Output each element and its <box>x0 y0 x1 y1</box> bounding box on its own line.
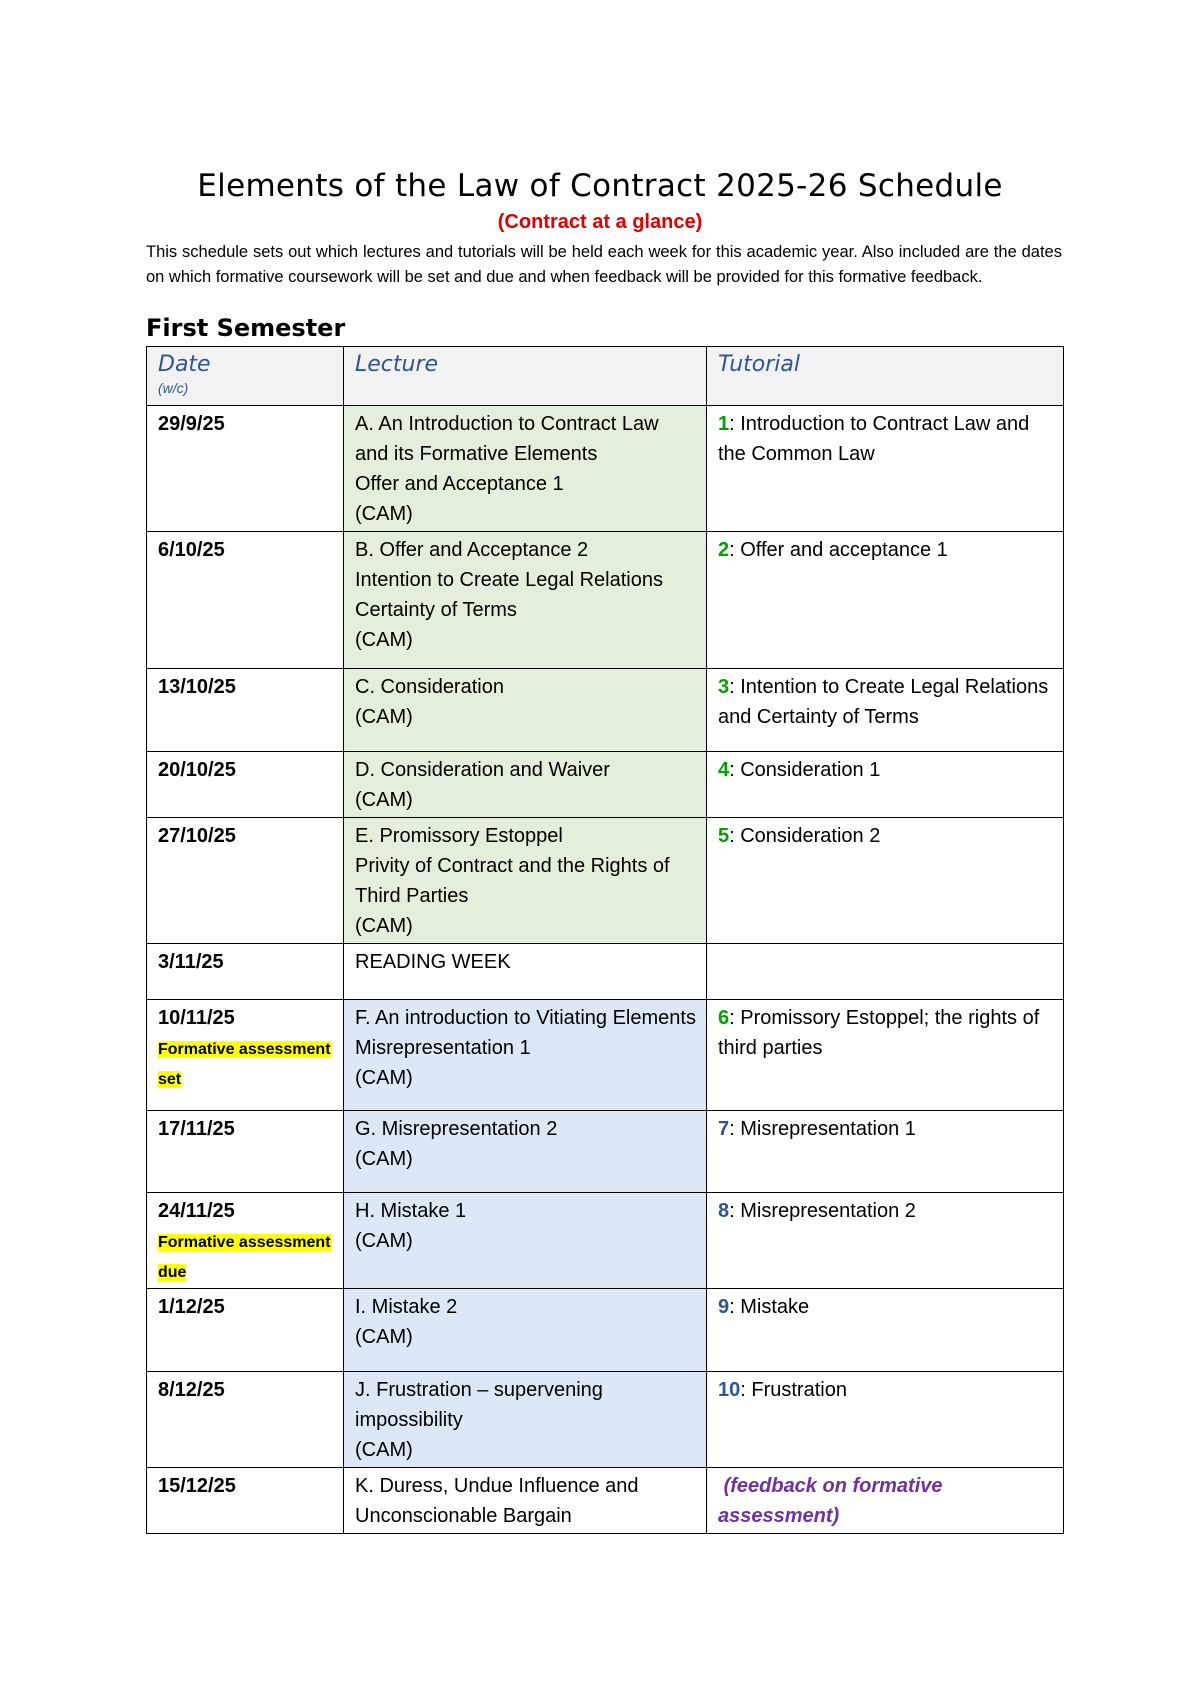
table-row <box>147 944 1064 1000</box>
lecture-line: (CAM) <box>355 503 413 525</box>
tutorial-topic: : Offer and acceptance 1 <box>729 539 948 561</box>
tutorial-topic: : Misrepresentation 1 <box>729 1118 916 1140</box>
tutorial-topic: : Promissory Estoppel; the rights of third parties <box>718 1007 1040 1059</box>
lecture-line: (CAM) <box>355 1326 413 1348</box>
header-lecture <box>344 347 707 406</box>
lecture-line: Privity of Contract and the Rights of Third Parties <box>355 855 670 907</box>
date-cell <box>147 669 344 752</box>
table-row <box>147 1289 1064 1372</box>
tutorial-number: 1 <box>718 413 730 435</box>
tutorial-topic: : Intention to Create Legal Relations and Certainty of Terms <box>718 676 1049 728</box>
tutorial-cell <box>707 1289 1064 1372</box>
tutorial-cell <box>707 532 1064 669</box>
intro-paragraph: This schedule sets out which lectures and tutorials will be held each week for this academic year. Also included are the dates on which formative coursework will be set and due and when feedback will be provided for this formative feedback. <box>146 243 1062 286</box>
tutorial-cell <box>707 752 1064 818</box>
week-date: 15/12/25 <box>158 1475 236 1497</box>
lecture-line: (CAM) <box>355 706 413 728</box>
lecture-line: G. Misrepresentation 2 <box>355 1118 558 1140</box>
tutorial-topic: : Introduction to Contract Law and the Common Law <box>718 413 1030 465</box>
week-date: 13/10/25 <box>158 676 236 698</box>
date-cell <box>147 1372 344 1468</box>
lecture-line: (CAM) <box>355 1148 413 1170</box>
table-row <box>147 1372 1064 1468</box>
lecture-line: F. An introduction to Vitiating Elements <box>355 1007 696 1029</box>
schedule-table <box>146 346 1064 1534</box>
table-row <box>147 532 1064 669</box>
lecture-line: E. Promissory Estoppel <box>355 825 563 847</box>
lecture-cell <box>344 944 707 1000</box>
lecture-cell <box>344 406 707 532</box>
week-date: 1/12/25 <box>158 1296 225 1318</box>
lecture-line: Intention to Create Legal Relations <box>355 569 663 591</box>
lecture-line: Misrepresentation 1 <box>355 1037 531 1059</box>
tutorial-topic: : Mistake <box>729 1296 810 1318</box>
tutorial-cell <box>707 818 1064 944</box>
week-date: 10/11/25 <box>158 1007 235 1029</box>
date-cell <box>147 1111 344 1193</box>
week-date: 27/10/25 <box>158 825 236 847</box>
tutorial-number: 5 <box>718 825 730 847</box>
date-cell <box>147 1000 344 1111</box>
lecture-line: B. Offer and Acceptance 2 <box>355 539 589 561</box>
lecture-line: C. Consideration <box>355 676 504 698</box>
header-lecture-label: Lecture <box>355 352 439 377</box>
date-cell <box>147 944 344 1000</box>
week-date: 3/11/25 <box>158 951 224 973</box>
header-date <box>147 347 344 406</box>
lecture-cell <box>344 752 707 818</box>
table-row <box>147 669 1064 752</box>
week-date: 17/11/25 <box>158 1118 235 1140</box>
section-title: First Semester <box>146 314 346 342</box>
tutorial-topic: : Consideration 1 <box>729 759 881 781</box>
assessment-note: Formative assessment set <box>158 1041 331 1088</box>
lecture-cell <box>344 1468 707 1534</box>
tutorial-cell <box>707 1372 1064 1468</box>
tutorial-number: 3 <box>718 676 730 698</box>
lecture-line: (CAM) <box>355 629 413 651</box>
tutorial-cell <box>707 669 1064 752</box>
lecture-line: K. Duress, Undue Influence and Unconscionable Bargain <box>355 1475 639 1527</box>
tutorial-number: 2 <box>718 539 730 561</box>
week-date: 6/10/25 <box>158 539 225 561</box>
page-subtitle: (Contract at a glance) <box>497 211 703 233</box>
lecture-line: D. Consideration and Waiver <box>355 759 610 781</box>
week-date: 29/9/25 <box>158 413 225 435</box>
date-cell <box>147 406 344 532</box>
page-title: Elements of the Law of Contract 2025-26 Schedule <box>197 168 1003 204</box>
tutorial-topic: : Frustration <box>740 1379 847 1401</box>
tutorial-number: 6 <box>718 1007 730 1029</box>
tutorial-cell <box>707 1193 1064 1289</box>
lecture-line: (CAM) <box>355 1439 413 1461</box>
lecture-line: A. An Introduction to Contract Law and its Formative Elements <box>355 413 659 465</box>
date-cell <box>147 818 344 944</box>
date-cell <box>147 1289 344 1372</box>
table-row <box>147 752 1064 818</box>
table-row <box>147 1000 1064 1111</box>
lecture-cell <box>344 818 707 944</box>
lecture-line: (CAM) <box>355 1230 413 1252</box>
lecture-line: I. Mistake 2 <box>355 1296 458 1318</box>
lecture-cell <box>344 669 707 752</box>
lecture-line: H. Mistake 1 <box>355 1200 467 1222</box>
tutorial-number: 7 <box>718 1118 730 1140</box>
tutorial-number: 9 <box>718 1296 730 1318</box>
lecture-line: Offer and Acceptance 1 <box>355 473 564 495</box>
tutorial-number: 4 <box>718 759 730 781</box>
date-cell <box>147 1193 344 1289</box>
week-date: 8/12/25 <box>158 1379 225 1401</box>
date-cell <box>147 532 344 669</box>
tutorial-cell <box>707 1468 1064 1534</box>
tutorial-cell <box>707 406 1064 532</box>
week-date: 20/10/25 <box>158 759 236 781</box>
tutorial-cell <box>707 1000 1064 1111</box>
header-date-sub: (w/c) <box>158 380 189 396</box>
assessment-note: Formative assessment due <box>158 1234 331 1281</box>
lecture-line: Certainty of Terms <box>355 599 517 621</box>
tutorial-cell <box>707 1111 1064 1193</box>
lecture-line: J. Frustration – supervening impossibility <box>355 1379 603 1431</box>
header-tutorial <box>707 347 1064 406</box>
lecture-line: (CAM) <box>355 789 413 811</box>
tutorial-topic: : Misrepresentation 2 <box>729 1200 916 1222</box>
tutorial-cell <box>707 944 1064 1000</box>
header-tutorial-label: Tutorial <box>718 352 801 377</box>
lecture-cell <box>344 1000 707 1111</box>
table-row <box>147 1111 1064 1193</box>
date-cell <box>147 1468 344 1534</box>
date-cell <box>147 752 344 818</box>
tutorial-number: 10 <box>718 1379 741 1401</box>
header-date-label: Date <box>158 352 211 377</box>
lecture-cell <box>344 1372 707 1468</box>
feedback-note: (feedback on formative assessment) <box>718 1475 949 1527</box>
table-row <box>147 1193 1064 1289</box>
table-row <box>147 406 1064 532</box>
week-date: 24/11/25 <box>158 1200 235 1222</box>
lecture-cell <box>344 1289 707 1372</box>
lecture-line: (CAM) <box>355 915 413 937</box>
lecture-cell <box>344 1193 707 1289</box>
tutorial-topic: : Consideration 2 <box>729 825 881 847</box>
table-header-row <box>147 347 1064 406</box>
table-row <box>147 1468 1064 1534</box>
lecture-cell <box>344 1111 707 1193</box>
lecture-cell <box>344 532 707 669</box>
table-row <box>147 818 1064 944</box>
lecture-line: READING WEEK <box>355 951 511 973</box>
tutorial-number: 8 <box>718 1200 730 1222</box>
lecture-line: (CAM) <box>355 1067 413 1089</box>
